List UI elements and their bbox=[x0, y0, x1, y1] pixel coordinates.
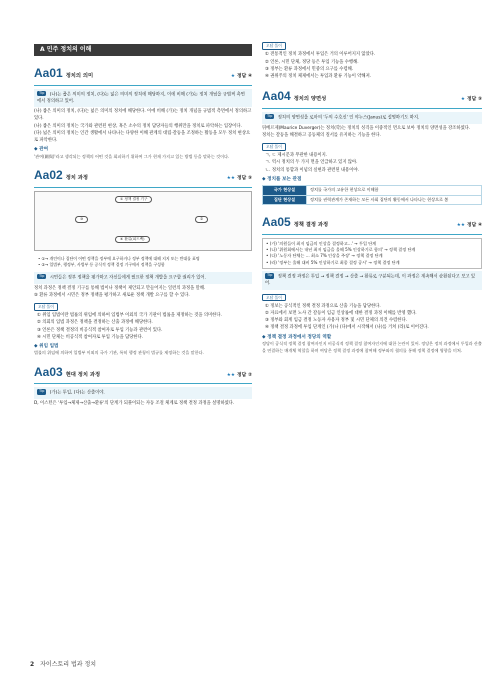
tip-badge: Tip bbox=[39, 273, 45, 278]
option-item: ④ 정책 결정 과정에 투입 단계인 (가)나 (다)에서 시작해서 (나)를 거쳐 (라)로 이어진다. bbox=[265, 325, 429, 331]
diagram-note: • ②→ 입법부, 행정부, 사법부 등 공식적 정책 결정 기구에서 정책을 구성함 bbox=[38, 261, 165, 267]
definition-table bbox=[262, 185, 482, 205]
question-number: Aa04 bbox=[262, 89, 291, 103]
option-item: ① 위임 입법이란 법률의 위임에 의하여 입법부 이외의 국가 기관이 법률을 제정하는 것을 의미한다. bbox=[37, 313, 222, 319]
difficulty-stars: ★★ bbox=[456, 222, 465, 228]
source-box bbox=[262, 238, 482, 269]
option-item: ① 정보는 공식적인 정책 결정 과정으로 산출 기능을 담당한다. bbox=[265, 303, 381, 309]
answer-label: 정답 ④ bbox=[237, 74, 252, 79]
option-item: ② 자료에서 보면 노사 간 갈등이 임금 인상률에 대한 결정 과정 이해를 반영 했다. bbox=[265, 311, 417, 317]
tip-text: 정책 결정 과정은 투입 → 정책 결정 → 산출 → 환류로 구분되는데, 이 과정은 계속해서 순환된다고 보고 있어. bbox=[265, 274, 476, 286]
difficulty-stars: ★ bbox=[460, 97, 465, 102]
question-header bbox=[262, 213, 482, 235]
explanation-paragraph: 정치 과정은 정책 결정 기구를 통해 법이나 정책이 제안되고 만들어지는 일련의 과정을 말해. bbox=[34, 285, 206, 291]
definition-text: 정치를 국가의 고유한 현상으로 이해함 bbox=[307, 186, 482, 195]
book-title: 자이스토리 법과 정치 bbox=[40, 661, 97, 668]
question-title: 현대 정치 과정 bbox=[65, 371, 101, 378]
option-item: ④ 시민 단체는 비공식적 참여자로 투입 기능을 담당한다. bbox=[37, 334, 144, 340]
option-item: ① 전통적인 정치 과정에서 투입은 거의 이루어지지 않았다. bbox=[265, 52, 376, 58]
page-footer bbox=[30, 660, 96, 669]
tip-badge: Tip bbox=[39, 389, 45, 394]
diagram-note: • ①→ 개인이나 집단이 어떤 정책을 정부에 요구하거나 정부 정책에 대해 지지 또는 반대를 표명 bbox=[38, 255, 200, 261]
definition-label: 국가 현상설 bbox=[263, 186, 307, 195]
explanation-paragraph: ⑤ 환류 과정에서 시민은 정부 정책을 평가하고 새로운 정책 개발 요구를 할 수 있다. bbox=[34, 293, 190, 299]
tip-text: 시민들은 정부 정책을 평가하고 자신들에게 필요한 정책 개발을 요구할 권리가 있어. bbox=[49, 274, 206, 280]
option-item: ㄱ, ㄷ 제시문과 무관한 내용이지. bbox=[265, 153, 328, 159]
left-column bbox=[34, 64, 252, 409]
tip-badge: Tip bbox=[267, 113, 273, 118]
diagram-node-bottom: ④ 환류(피드백) bbox=[115, 236, 150, 244]
question-title: 정치의 양면성 bbox=[293, 96, 327, 102]
question-aa04 bbox=[262, 40, 482, 205]
wrong-answer-label: 오답 풀이 bbox=[34, 303, 58, 311]
explanation-paragraph: (다) 넓은 의미의 정치는 인간 생활에서 나타나는 다양한 이해 관계의 대립·갈등을 조정하는 활동을 모두 정치 현상으로 파악한다. bbox=[34, 131, 251, 143]
option-item: ② 언론, 시민 단체, 정당 등은 투입 기능을 수행해. bbox=[265, 59, 359, 65]
gloss-text: '관여(關與)'라고 생각되는 정책의 어떤 것을 회피하기 위하여 그가 현재 가지고 있는 방법 등을 말하는 것이다. bbox=[34, 153, 230, 159]
wrong-answer-label: 오답 풀이 bbox=[262, 294, 286, 302]
option-item: ③ 언론은 정책 결정의 비공식적 참여자로 투입 기능과 관련이 있다. bbox=[37, 327, 163, 333]
option-item: ④ 권위주의 정치 체제에서는 투입과 환류 기능이 약해져. bbox=[265, 73, 372, 79]
section-title: A 민주 정치의 이해 bbox=[34, 44, 252, 56]
table-row bbox=[263, 195, 482, 204]
tip-box bbox=[262, 271, 482, 290]
question-number: Aa03 bbox=[34, 364, 63, 379]
wrong-answer-label: 오답 풀이 bbox=[262, 143, 286, 151]
tip-badge: Tip bbox=[267, 272, 273, 277]
answer-label: 정답 ⑤ bbox=[237, 175, 252, 181]
difficulty-stars: ★★ bbox=[226, 372, 235, 378]
question-aa03 bbox=[34, 363, 252, 408]
option-item: ㄱ. 역시 정치의 두 가지 면을 언급하고 있지 않아. bbox=[265, 160, 358, 166]
gloss-title: ◆ 관여 bbox=[34, 147, 49, 153]
explanation-paragraph: (나) 좁은 의미의 정치, (다)는 넓은 의미의 정치에 해당한다. 이에 비해 (가)는 정치 개념을 규범적 측면에서 정의하고 있다. bbox=[34, 109, 252, 121]
question-title: 정책 결정 과정 bbox=[293, 221, 329, 228]
question-number: Aa02 bbox=[34, 167, 63, 182]
source-line: • (라) '정부는 올해 대비 5% 인상하기로 최종 결정 공시' → 정책 결정 단계 bbox=[266, 259, 400, 265]
option-item: ③ 정부는 환류 과정에서 민중의 요구를 수렴해. bbox=[265, 66, 354, 72]
definition-title: ◆ 정치를 보는 관점 bbox=[262, 177, 302, 183]
question-number: Aa01 bbox=[34, 66, 63, 80]
tip-box bbox=[262, 112, 482, 124]
gloss-title: ◆ 위임 입법 bbox=[34, 344, 59, 350]
difficulty-stars: ★★ bbox=[226, 175, 235, 181]
diagram-node-right: ② bbox=[195, 216, 208, 224]
question-header bbox=[34, 166, 252, 188]
page-number: 2 bbox=[30, 661, 35, 668]
source-line: • (나) '위원회에서는 내년 최저 임금을 올해 5% 인상하기로 함의' → 정책 결정 단계 bbox=[266, 246, 416, 252]
question-header bbox=[34, 363, 252, 385]
option-item: ㄴ. 정치의 통합과 이념의 실현과 관련된 내용이야. bbox=[265, 167, 359, 173]
explanation-paragraph: 정치는 갈등을 해결하고 공동체의 질서를 유지하는 기능을 한다. bbox=[262, 133, 381, 139]
gloss-text: 정당이 공식적 정책 결정 참여자인지 비공식적 정책 결정 참여자인지에 대한 논란이 있어. 정당은 정치 과정에서 투입과 산출을 연결하는 매개체 역할을 하며 여당은 정책 결정 과정에 참여해 정부와의 협의를 통해 정책 결정에 영향을 미쳐. bbox=[262, 341, 482, 353]
political-process-diagram bbox=[34, 191, 252, 251]
table-row bbox=[263, 186, 482, 195]
question-number: Aa05 bbox=[262, 214, 291, 229]
tip-text: (나)는 좁은 의미의 정치, (다)는 넓은 의미의 정치에 해당하지, 이에 비해 (가)는 정치 개념을 규범적 측면에서 정의하고 있어. bbox=[37, 91, 245, 104]
answer-label: 정답 ⑤ bbox=[467, 97, 482, 102]
question-aa02 bbox=[34, 166, 252, 357]
source-line: • (가) '의원들이 최저 임금의 인상을 결정하고…' → 투입 단계 bbox=[266, 240, 377, 246]
explanation-paragraph: 뒤베르제(Maurice Duverger)는 정치(학)는 정치의 성격을 이중적인 면으로 보아 정치의 양면성을 강조하였다. bbox=[262, 125, 471, 131]
difficulty-stars: ★ bbox=[230, 74, 235, 79]
tip-text: 정치의 양면성을 로마의 '두의 수호신' 인 야누스(Janus)로 설명하기도 하지. bbox=[277, 114, 420, 120]
question-header bbox=[34, 64, 252, 86]
tip-text: (가)는 투입, (다)는 산출이야. bbox=[49, 390, 105, 396]
gloss-title: ◆ 정책 결정 과정에서 정당의 역할 bbox=[262, 335, 332, 341]
diagram-node-top: ① 정책 결정 기구 bbox=[115, 196, 152, 204]
right-column bbox=[262, 40, 482, 354]
wrong-answer-label: 오답 풀이 bbox=[262, 42, 286, 50]
tip-box bbox=[34, 89, 252, 108]
diagram-node-left: ③ bbox=[75, 216, 88, 224]
option-item: ③ 정부와 회계 임금 결정 노동자 사용자 정부 및 시민 단체의 의견 수렴한다. bbox=[265, 318, 407, 324]
option-item: ② 의회의 입법 과정은 정책을 결정하는 산출 과정에 해당한다. bbox=[37, 320, 153, 326]
definition-label: 집단 현상설 bbox=[263, 195, 307, 204]
tip-box bbox=[34, 387, 252, 399]
answer-label: 정답 ④ bbox=[467, 222, 482, 228]
tip-box bbox=[34, 272, 252, 284]
question-header bbox=[262, 87, 482, 109]
gloss-text: 법률의 위임에 의하여 입법부 이외의 국가 기관, 특히 행정 관청이 법규를 제정하는 것을 말한다. bbox=[34, 350, 204, 356]
tip-badge: Tip bbox=[39, 90, 45, 95]
explanation-paragraph: (나) 좁은 의미의 정치는 국가와 관련된 현상, 혹은 소수의 정치 담당자들의 행위만을 정치로 파악하는 입장이다. bbox=[34, 123, 242, 129]
source-line: • (다) '노동자 단체는 … 최소 7% 인상을 주장' → 정책 결정 단계 bbox=[266, 253, 383, 259]
diagram-notes bbox=[34, 254, 252, 270]
question-aa01 bbox=[34, 64, 252, 160]
question-title: 정치의 의미 bbox=[65, 73, 94, 79]
answer-label: 정답 ② bbox=[237, 372, 252, 378]
question-title: 정치 과정 bbox=[65, 174, 88, 181]
question-aa05 bbox=[262, 213, 482, 354]
definition-text: 정치를 권력관계가 존재하는 모든 사회 집단의 활동에서 나타나는 현상으로 봄 bbox=[307, 195, 482, 204]
explanation-paragraph: D, 이스턴은 '투입→체제→산출→환류'의 단계가 되풀이되는 자동 조절 체계로 정책 결정 과정을 설명하였다. bbox=[34, 401, 235, 407]
